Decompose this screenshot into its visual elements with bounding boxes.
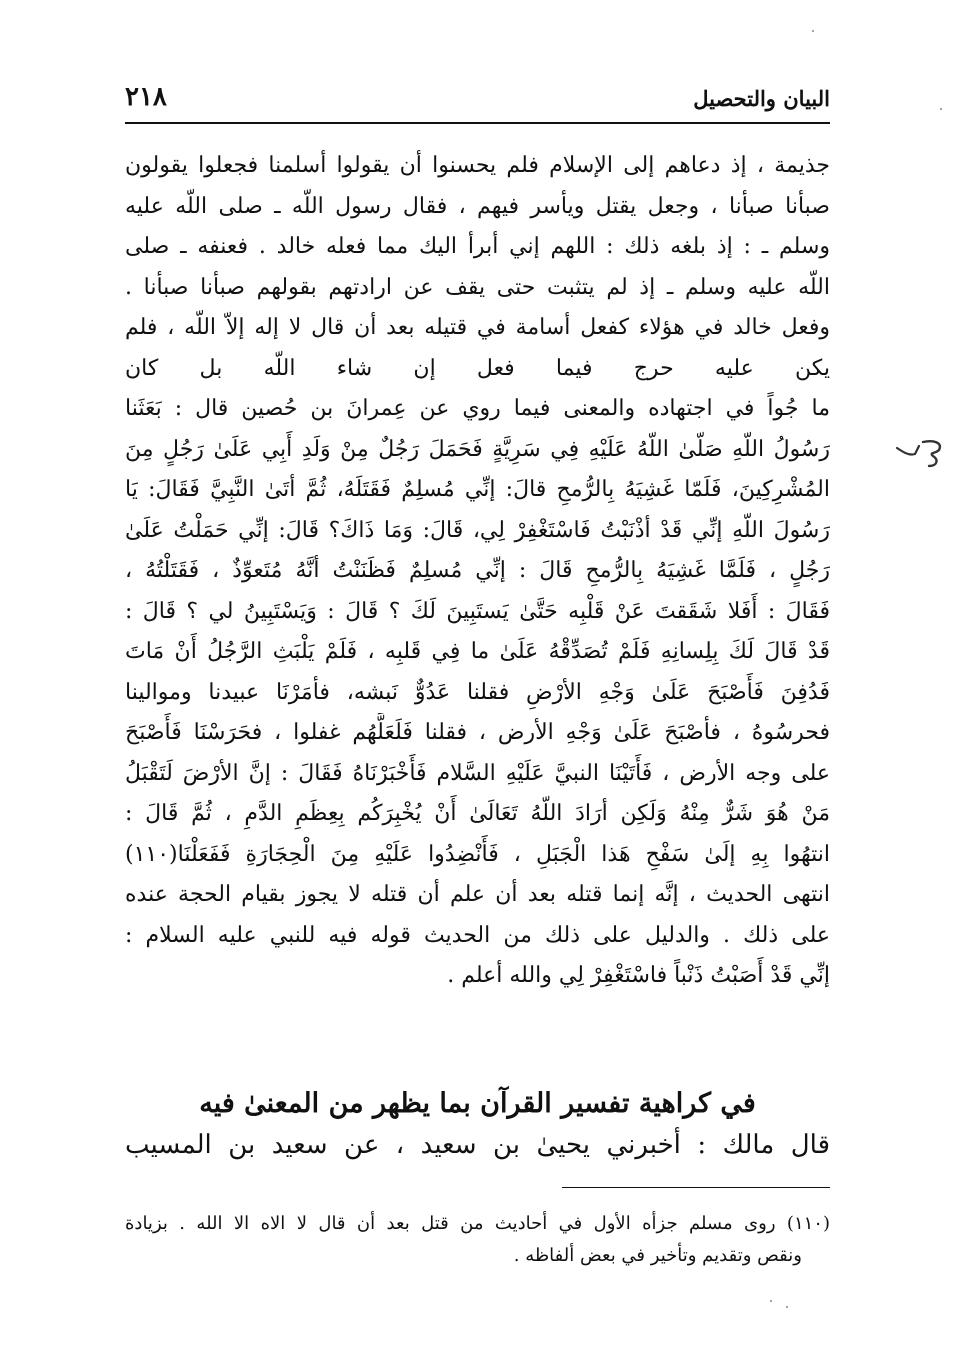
text-line: يكن عليه حرج فيما فعل إن شاء اللّه بل كان [125, 355, 830, 381]
text-line: قَدْ قَالَ لَكَ بِلِسانِهِ فَلَمْ تُصَدِّقْهُ عَلَىٰ ما فِي قَلبِه ، فَلَمْ يَلْبَثِ الرَّجُلُ أَنْ مَاتَ [125, 639, 830, 664]
scan-speck [940, 108, 942, 110]
footnote-line: (١١٠) روى مسلم جزأه الأول في أحاديث من قتل بعد أن قال لا الاه الا الله . بزيادة [125, 1213, 830, 1234]
text-line: انتهُوا بِهِ إلَىٰ سَفْحِ هَذا الْجَبَلِ ، فَأَنْضِدُوا عَلَيْهِ مِنَ الْحِجَارَةِ فَفَعَلْنَا(١١٠) [125, 841, 830, 867]
text-line: فَقَالَ : أَفَلا شَقَقتَ عَنْ قَلْبِه حَتَّىٰ يَستَبِينَ لَكَ ؟ قَالَ : وَيَسْتَبِينُ لي ؟ قَالَ : [125, 598, 830, 624]
text-line: وفعل خالد في هؤلاء كفعل أسامة في قتيله بعد أن قال لا إله إلاّ اللّه ، فلم [125, 315, 830, 340]
text-line: رَجُلٍ ، فَلَمَّا غَشِيَهُ بِالرُّمحِ قَالَ : إنِّي مُسلِمٌ فَظَنَنْتُ أنَّهُ مُتَعوِّذٌ ، فَقَتَلْتُهُ ، [125, 558, 830, 583]
text-line: إنِّي قَدْ أَصَبْتُ ذَنْباً فاسْتَغْفِرْ لِي والله أعلم . [447, 963, 830, 988]
text-line: رَسُولُ اللّهِ صَلّىٰ اللّهُ عَلَيْهِ فِي سَرِيَّةٍ فَحَمَلَ رَجُلٌ مِنْ وَلَدِ أَبِي عَلَىٰ رَجُلٍ مِنَ [125, 436, 830, 462]
text-line: فحرسُوهُ ، فأصْبَحَ عَلَىٰ وَجْهِ الأرض ، فقلنا فَلَعَلَّهُم غفلوا ، فحَرَسْنَا فَأَصْبَحَ [125, 720, 830, 745]
handwritten-note-icon [893, 436, 949, 470]
text-line: على ذلك . والدليل على ذلك من الحديث قوله فيه للنبي عليه السلام : [125, 922, 830, 948]
header-rule [125, 122, 830, 124]
text-line: صبأنا صبأنا ، وجعل يقتل ويأسر فيهم ، فقال رسول اللّه ـ صلى اللّه عليه [125, 193, 830, 219]
running-title: البيان والتحصيل [693, 86, 830, 111]
footnote-separator [562, 1187, 830, 1188]
text-line: فَدُفِنَ فَأَصْبَحَ عَلَىٰ وَجْهِ الأرْضِ فقلنا عَدُوٌّ نَبشه، فأمَرْنَا عبيدنا وموالينا [125, 679, 830, 705]
scan-speck [812, 30, 814, 32]
text-line: انتهى الحديث ، إنَّه إنما قتله بعد أن علم أن قتله لا يجوز بقيام الحجة عنده [125, 882, 830, 907]
scan-speck [770, 1300, 772, 1302]
handwritten-margin-note [893, 436, 949, 470]
text-line: مَنْ هُوَ شَرٌّ مِنْهُ وَلَكِن أرَادَ اللّهُ تَعَالَىٰ أَنْ يُخْبِرَكُم بِعِظَمِ الدَّمِ ، ثُمَّ قَالَ : [125, 801, 830, 826]
text-line: على وجه الأرض ، فَأَتَيْنَا النبيَّ عَلَيْهِ السَّلام فَأَخْبَرْنَاهُ فَقَالَ : إنَّ الأرْضَ لَتَقْبَلُ [125, 760, 830, 786]
footnotes [125, 1208, 830, 1272]
text-line: جذيمة ، إذ دعاهم إلى الإسلام فلم يحسنوا أن يقولوا أسلمنا فجعلوا يقولون [125, 153, 830, 178]
scan-speck [786, 1306, 788, 1308]
text-line: المُشْرِكِينَ، فَلَمّا غَشِيَهُ بِالرُّمحِ قالَ: إنِّي مُسلِمٌ فَقَتَلَهُ، ثُمَّ أتَىٰ النَّبِيَّ فَقَالَ: يَا [125, 477, 830, 502]
page-header [125, 82, 830, 122]
text-line: ما جُواً في اجتهاده والمعنى فيما روي عن عِمرانَ بن حُصين قال : بَعَثَنا [125, 396, 830, 421]
section-first-line: قال مالك : أخبرني يحيىٰ بن سعيد ، عن سعيد بن المسيب [125, 1130, 830, 1160]
section-heading: في كراهية تفسير القرآن بما يظهر من المعنىٰ فيه [199, 1088, 756, 1119]
main-text [125, 146, 830, 997]
text-line: وسلم ـ : إذ بلغه ذلك : اللهم إني أبرأ اليك مما فعله خالد . فعنفه ـ صلى [125, 234, 830, 259]
page-number: ٢١٨ [125, 82, 167, 112]
text-line: اللّه عليه وسلم ـ إذ لم يتثبت حتى يقف عن ارادتهم بقولهم صبأنا صبأنا . [125, 274, 830, 300]
footnote-line: ونقص وتقديم وتأخير في بعض ألفاظه . [513, 1245, 802, 1266]
text-line: رَسُولَ اللّهِ إنِّي قَدْ أذْنَبْتُ فَاسْتَغْفِرْ لِي، قَالَ: وَمَا ذَاكَ؟ قَالَ: إنِّي حَمَلْتُ عَلَىٰ [125, 517, 830, 543]
